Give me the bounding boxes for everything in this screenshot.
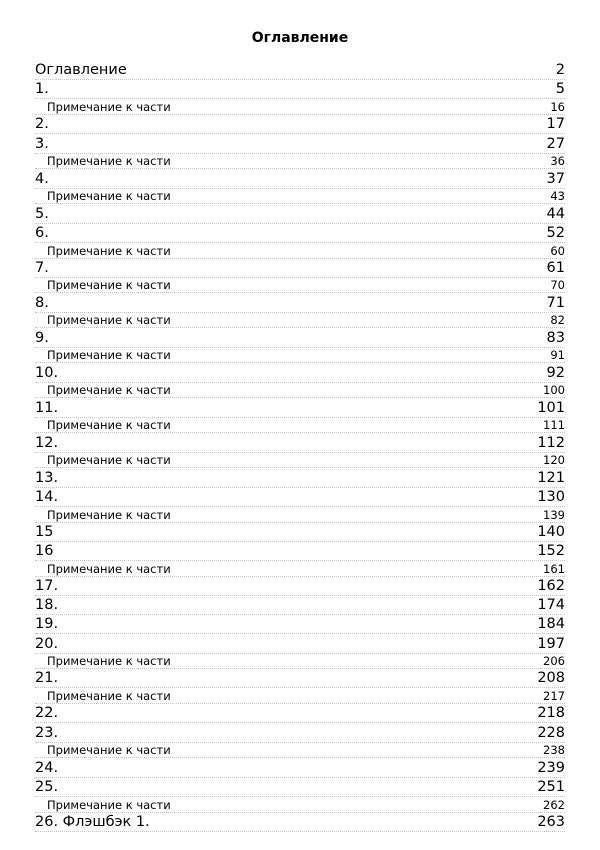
toc-entry-page-number: 91	[550, 348, 565, 363]
toc-subentry[interactable]	[35, 189, 565, 205]
toc-entry-page-number: 101	[537, 399, 565, 416]
toc-entry-page-number: 174	[537, 597, 565, 614]
toc-entry-page-number: 121	[537, 469, 565, 486]
toc-entry-label: 21.	[35, 670, 59, 687]
toc-entry-label: 3.	[35, 135, 49, 152]
toc-entry-page-number: 140	[537, 523, 565, 540]
toc-entry[interactable]	[35, 669, 565, 688]
toc-entry-label: Примечание к части	[47, 743, 171, 758]
toc-entry-page-number: 217	[543, 689, 565, 704]
toc-entry-label: Примечание к части	[47, 797, 171, 812]
toc-entry-label: Примечание к части	[47, 154, 171, 169]
toc-subentry[interactable]	[35, 561, 565, 577]
toc-entry[interactable]	[35, 542, 565, 561]
toc-subentry[interactable]	[35, 743, 565, 759]
toc-entry-label: 24.	[35, 759, 59, 776]
toc-entry-label: 22.	[35, 705, 59, 722]
toc-entry-page-number: 120	[543, 453, 565, 468]
toc-entry-page-number: 228	[537, 724, 565, 741]
toc-entry-label: Примечание к части	[47, 507, 171, 522]
toc-entry-page-number: 61	[546, 259, 565, 276]
toc-subentry[interactable]	[35, 797, 565, 813]
toc-subentry[interactable]	[35, 99, 565, 115]
toc-entry-label: Примечание к части	[47, 278, 171, 293]
toc-entry-page-number: 139	[543, 507, 565, 522]
toc-entry-page-number: 130	[537, 488, 565, 505]
toc-entry-page-number: 5	[555, 81, 565, 98]
toc-entry[interactable]	[35, 723, 565, 742]
toc-entry[interactable]	[35, 61, 565, 80]
toc-entry-label: Примечание к части	[47, 654, 171, 669]
toc-entry-page-number: 70	[550, 278, 565, 293]
toc-entry[interactable]	[35, 704, 565, 723]
toc-entry-label: 6.	[35, 224, 49, 241]
toc-entry-page-number: 17	[546, 116, 565, 133]
toc-entry-label: 14.	[35, 488, 59, 505]
toc-entry-page-number: 82	[550, 313, 565, 328]
toc-entry[interactable]	[35, 115, 565, 134]
toc-entry-label: 26. Флэшбэк 1.	[35, 813, 150, 830]
toc-entry[interactable]	[35, 328, 565, 347]
toc-entry-label: Примечание к части	[47, 313, 171, 328]
toc-entry-label: Примечание к части	[47, 418, 171, 433]
toc-entry-page-number: 43	[550, 189, 565, 204]
toc-entry-page-number: 208	[537, 670, 565, 687]
toc-subentry[interactable]	[35, 418, 565, 434]
toc-entry[interactable]	[35, 363, 565, 382]
toc-entry-label: Примечание к части	[47, 561, 171, 576]
toc-subentry[interactable]	[35, 154, 565, 170]
toc-list	[35, 61, 565, 832]
toc-entry[interactable]	[35, 523, 565, 542]
toc-entry-label: 25.	[35, 778, 59, 795]
toc-entry-page-number: 2	[555, 62, 565, 79]
toc-entry-label: Примечание к части	[47, 100, 171, 115]
toc-entry[interactable]	[35, 80, 565, 99]
toc-entry-label: Примечание к части	[47, 383, 171, 398]
toc-entry-page-number: 152	[537, 542, 565, 559]
toc-subentry[interactable]	[35, 348, 565, 364]
toc-entry-label: Примечание к части	[47, 189, 171, 204]
toc-entry-page-number: 112	[537, 434, 565, 451]
toc-entry-label: 13.	[35, 469, 59, 486]
toc-entry[interactable]	[35, 813, 565, 832]
toc-entry-page-number: 184	[537, 616, 565, 633]
toc-entry-label: Оглавление	[35, 62, 127, 79]
toc-entry[interactable]	[35, 758, 565, 777]
toc-entry-page-number: 111	[543, 418, 565, 433]
toc-subentry[interactable]	[35, 654, 565, 670]
toc-entry-page-number: 71	[546, 294, 565, 311]
toc-entry-label: 2.	[35, 116, 49, 133]
toc-entry-page-number: 83	[546, 329, 565, 346]
toc-entry-page-number: 100	[543, 383, 565, 398]
toc-entry-page-number: 60	[550, 243, 565, 258]
toc-entry[interactable]	[35, 615, 565, 634]
toc-entry[interactable]	[35, 169, 565, 188]
toc-entry-page-number: 197	[537, 635, 565, 652]
toc-entry-page-number: 36	[550, 154, 565, 169]
toc-subentry[interactable]	[35, 383, 565, 399]
toc-entry[interactable]	[35, 259, 565, 278]
toc-entry-label: 10.	[35, 364, 59, 381]
toc-entry[interactable]	[35, 224, 565, 243]
toc-entry[interactable]	[35, 577, 565, 596]
toc-entry-label: 4.	[35, 170, 49, 187]
toc-entry-page-number: 239	[537, 759, 565, 776]
toc-entry[interactable]	[35, 433, 565, 452]
toc-entry[interactable]	[35, 596, 565, 615]
toc-entry-page-number: 92	[546, 364, 565, 381]
toc-subentry[interactable]	[35, 243, 565, 259]
toc-entry-label: 23.	[35, 724, 59, 741]
toc-entry-page-number: 16	[550, 100, 565, 115]
toc-entry-label: 9.	[35, 329, 49, 346]
toc-entry-page-number: 37	[546, 170, 565, 187]
toc-entry-label: Примечание к части	[47, 689, 171, 704]
toc-entry[interactable]	[35, 293, 565, 312]
toc-entry-page-number: 161	[543, 561, 565, 576]
toc-entry-page-number: 52	[546, 224, 565, 241]
toc-entry[interactable]	[35, 778, 565, 797]
toc-entry-label: 8.	[35, 294, 49, 311]
toc-entry-label: 15	[35, 523, 54, 540]
toc-entry-page-number: 263	[537, 813, 565, 830]
toc-entry-label: 18.	[35, 597, 59, 614]
toc-entry[interactable]	[35, 134, 565, 153]
toc-entry-page-number: 162	[537, 577, 565, 594]
toc-subentry[interactable]	[35, 313, 565, 329]
toc-entry-label: 12.	[35, 434, 59, 451]
toc-entry[interactable]	[35, 398, 565, 417]
toc-entry-label: Примечание к части	[47, 348, 171, 363]
toc-entry[interactable]	[35, 468, 565, 487]
toc-entry-label: 11.	[35, 399, 59, 416]
toc-subentry[interactable]	[35, 688, 565, 704]
toc-entry[interactable]	[35, 204, 565, 223]
toc-entry[interactable]	[35, 488, 565, 507]
toc-entry-label: Примечание к части	[47, 453, 171, 468]
toc-entry-page-number: 251	[537, 778, 565, 795]
toc-subentry[interactable]	[35, 453, 565, 469]
toc-entry-page-number: 262	[543, 797, 565, 812]
toc-entry-page-number: 27	[546, 135, 565, 152]
toc-entry-label: 1.	[35, 81, 49, 98]
toc-entry-page-number: 238	[543, 743, 565, 758]
toc-entry-page-number: 206	[543, 654, 565, 669]
toc-entry-label: 17.	[35, 577, 59, 594]
toc-title: Оглавление	[251, 30, 349, 46]
toc-subentry[interactable]	[35, 507, 565, 523]
toc-entry-label: Примечание к части	[47, 243, 171, 258]
toc-entry-label: 20.	[35, 635, 59, 652]
toc-entry[interactable]	[35, 634, 565, 653]
toc-entry-label: 19.	[35, 616, 59, 633]
toc-entry-label: 16	[35, 542, 54, 559]
toc-entry-page-number: 44	[546, 205, 565, 222]
toc-subentry[interactable]	[35, 278, 565, 294]
toc-entry-label: 7.	[35, 259, 49, 276]
toc-entry-page-number: 218	[537, 705, 565, 722]
toc-entry-label: 5.	[35, 205, 49, 222]
